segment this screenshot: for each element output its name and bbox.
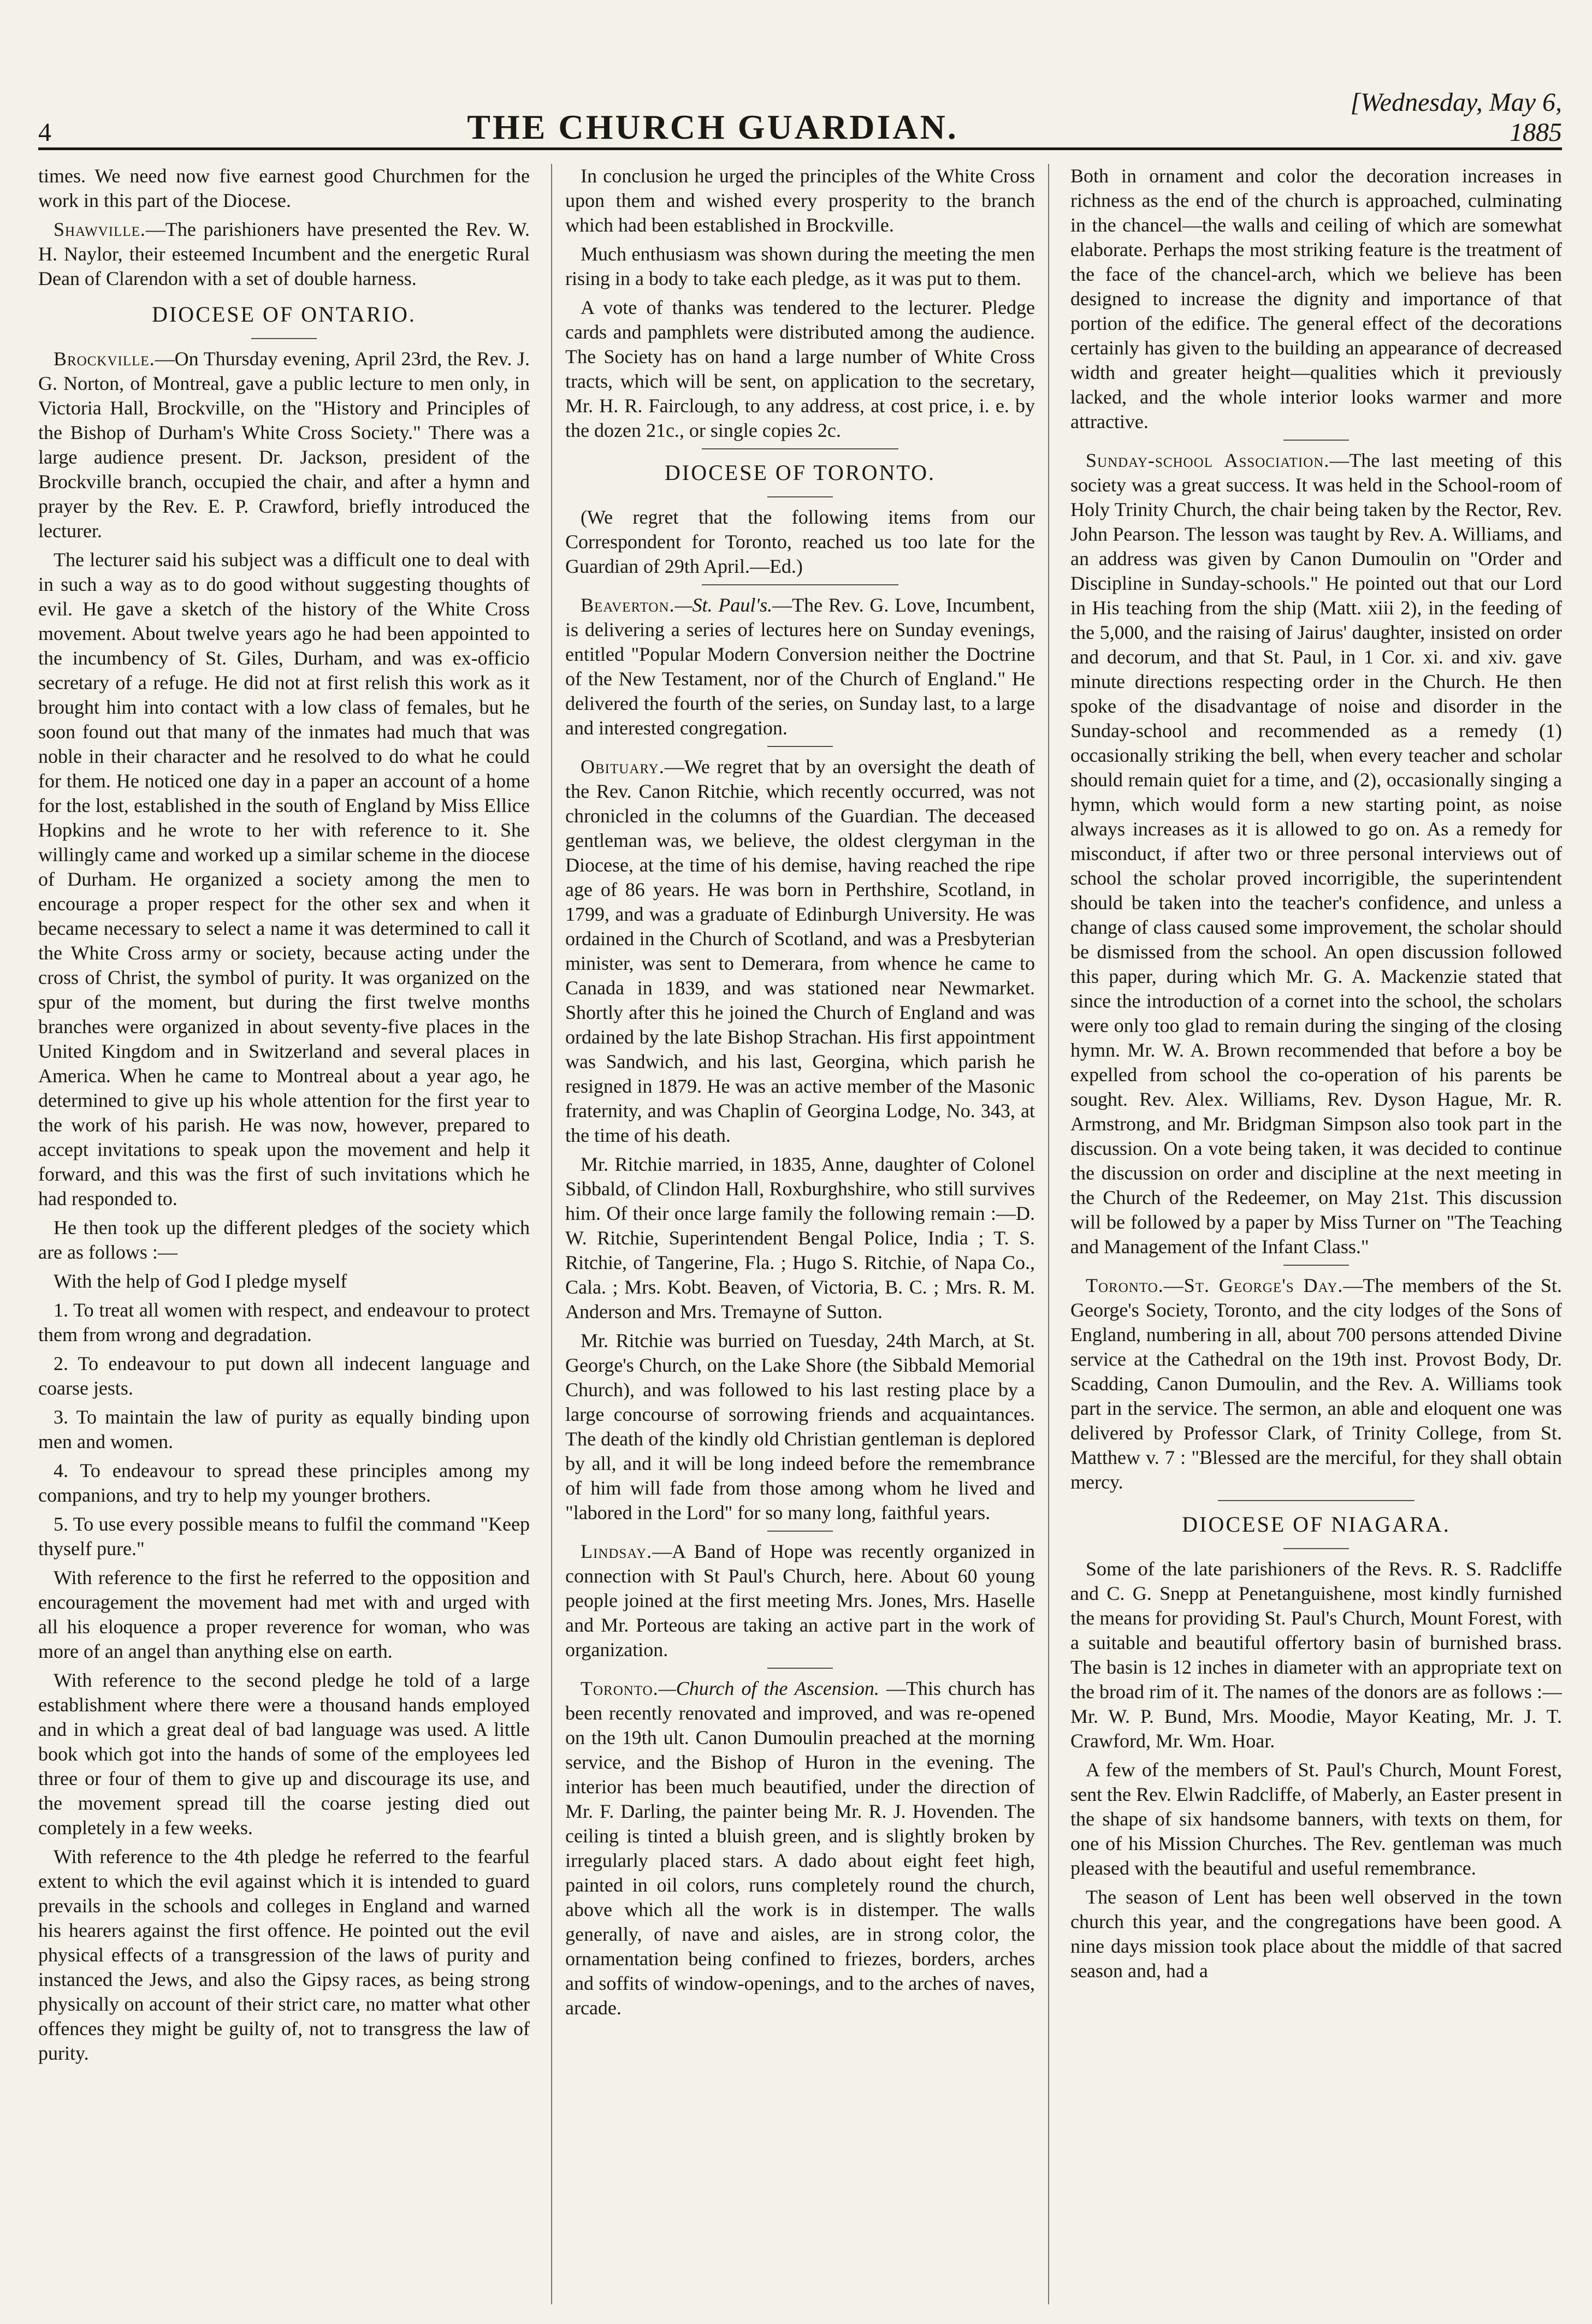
article-paragraph: [38, 1845, 530, 2066]
section-heading: DIOCESE OF ONTARIO.: [152, 302, 416, 327]
masthead: [38, 88, 1562, 150]
article-paragraph: [1070, 1885, 1562, 1983]
paragraph-text: He then took up the different pledges of the society which are as follows :—: [38, 1217, 530, 1263]
article-paragraph: [565, 295, 1035, 443]
paragraph-text: A few of the members of St. Paul's Church, Mount Forest, sent the Rev. Elwin Radcliffe, of Maberly, an Easter present in the shape of six handsome banners, with texts on them, for one of his Mission Churches. The Rev. gentleman was much pleased with the beautiful and useful remembrance.: [1070, 1759, 1562, 1879]
paragraph-lead: Sunday-school Association.: [1086, 449, 1330, 471]
paragraph-lead: Obituary.: [581, 756, 665, 778]
article-paragraph: [38, 1351, 530, 1401]
column-right: [1070, 164, 1562, 2304]
article-paragraph: [565, 164, 1035, 238]
paragraph-text: —A Band of Hope was recently organized in connection with St Paul's Church, here. About 60 young people joined at the first meeting Mrs. Jones, Mrs. Haselle and Mr. Porteous are taking an active part in the work of organization.: [565, 1540, 1035, 1661]
section-divider: [702, 448, 898, 449]
section-divider: [1283, 1265, 1349, 1266]
paragraph-lead: Shawville.: [54, 218, 146, 240]
article-paragraph: [1070, 448, 1562, 1259]
paragraph-text: times. We need now five earnest good Churchmen for the work in this part of the Diocese.: [38, 165, 530, 211]
article-paragraph: [38, 164, 530, 213]
paragraph-text: —The Rev. G. Love, Incumbent, is delivering a series of lectures here on Sunday evenings, entitled "Popular Modern Conversion neither the Doctrine of the New Testament, nor of the Church of England." He delivered the fourth of the series, on Sunday last, to a large and interested congregation.: [565, 594, 1035, 739]
paragraph-text: Some of the late parishioners of the Revs. R. S. Radcliffe and C. G. Snepp at Penetanguishene, most kindly furnished the means for providing St. Paul's Church, Mount Forest, with a suitable and beautiful offertory basin of burnished brass. The basin is 12 inches in diameter with an appropriate text on the broad rim of it. The names of the donors are as follows :—Mr. W. P. Bund, Mrs. Moodie, Mayor Keating, Mr. J. T. Crawford, Mr. Wm. Hoar.: [1070, 1558, 1562, 1752]
article-paragraph: [38, 217, 530, 291]
section-divider: [767, 1668, 833, 1669]
article-paragraph: [565, 755, 1035, 1148]
paragraph-text: In conclusion he urged the principles of the White Cross upon them and wished every prosperity to the branch which had been established in Brockville.: [565, 165, 1035, 236]
article-paragraph: [38, 1216, 530, 1265]
article-paragraph: [38, 1512, 530, 1561]
paragraph-text: (We regret that the following items from our Correspondent for Toronto, reached us too late for the Guardian of 29th April.—Ed.): [565, 506, 1035, 577]
paragraph-text: —We regret that by an oversight the death of the Rev. Canon Ritchie, which recently occurred, was not chronicled in the columns of the Guardian. The deceased gentleman was, we believe, the oldest clergyman in the Diocese, at the time of his demise, having reached the ripe age of 86 years. He was born in Perthshire, Scotland, in 1799, and was a graduate of Edinburgh University. He was ordained in the Church of Scotland, and was a Presbyterian minister, was sent to Demerara, from whence he came to Canada in 1839, and was stationed near Newmarket. Shortly after this he joined the Church of England and was ordained by the late Bishop Strachan. His first appointment was Sandwich, and his last, Georgina, which parish he resigned in 1879. He was an active member of the Masonic fraternity, and was Chaplin of Georgina Lodge, No. 343, at the time of his death.: [565, 756, 1035, 1146]
section-divider: [1283, 440, 1349, 441]
article-paragraph: [565, 593, 1035, 740]
section-divider: [767, 496, 833, 497]
newspaper-page: [38, 88, 1562, 2310]
paragraph-subject: —St. Paul's.: [674, 594, 773, 616]
paragraph-text: With the help of God I pledge myself: [54, 1270, 347, 1292]
article-columns: [38, 164, 1562, 2304]
section-heading: DIOCESE OF TORONTO.: [665, 460, 936, 485]
paragraph-text: —This church has been recently renovated and improved, and was re-opened on the 19th ult. Canon Dumoulin preached at the morning service, and the Bishop of Huron in the evening. The interior has been much beautified, under the direction of Mr. F. Darling, the painter being Mr. R. J. Hovenden. The ceiling is tinted a bluish green, and is slightly broken by irregularly placed stars. A dado about eight feet high, painted in oil colors, runs completely round the church, above which all the work is in distemper. The walls generally, of nave and aisles, are in strong color, the ornamentation being confined to friezes, borders, arches and soffits of window-openings, and to the arches of naves, arcade.: [565, 1677, 1035, 2019]
article-paragraph: [565, 1152, 1035, 1324]
paragraph-lead: Brockville.: [54, 348, 155, 370]
article-paragraph: [38, 1405, 530, 1454]
paragraph-text: —The last meeting of this society was a great success. It was held in the School-room of Holy Trinity Church, the chair being taken by the Rector, Rev. John Pearson. The lesson was taught by Rev. A. Williams, and an address was given by Canon Dumoulin on "Order and Discipline in Sunday-schools." He pointed out that our Lord in His teaching from the ship (Matt. xiii 2), in the feeding of the 5,000, and the raising of Jairus' daughter, insisted on order and decorum, and that St. Paul, in 1 Cor. xi. and xiv. gave minute directions respecting order in the Church. He then spoke of the disadvantage of noise and disorder in the Sunday-school and recommended as a remedy (1) occasionally striking the bell, when every teacher and scholar should remain quiet for a time, and (2), occasionally singing a hymn, which would form a new starting point, as noise always increases as it is allowed to go on. As a remedy for misconduct, if after two or three personal interviews out of school the scholar proved incorrigible, the superintendent should be taken into the teacher's confidence, and unless a change of class caused some improvement, the scholar should be dismissed from the school. An open discussion followed this paper, during which Mr. G. A. Mackenzie stated that since the introduction of a cornet into the school, the scholars were only too glad to remain during the singing of the closing hymn. Mr. W. A. Brown recommended that before a boy be expelled from school the co-operation of his parents be sought. Rev. Alex. Williams, Rev. Dyson Hague, Mr. R. Armstrong, and Mr. Bridgman Simpson also took part in the discussion. On a vote being taken, it was decided to continue the discussion on order and discipline at the next meeting in the Church of the Redeemer, on May 21st. This discussion will be followed by a paper by Miss Turner on "The Teaching and Management of the Infant Class.": [1070, 449, 1562, 1258]
section-divider: [767, 746, 833, 747]
paragraph-text: With reference to the first he referred to the opposition and encouragement the movement had met with and urged with all his eloquence a proper reverence for woman, who was more of an angel than anything else on earth.: [38, 1567, 530, 1662]
article-paragraph: [38, 1298, 530, 1347]
paragraph-text: The season of Lent has been well observed in the town church this year, and the congregations have been good. A nine days mission took place about the middle of that sacred season and, had a: [1070, 1886, 1562, 1982]
article-paragraph: [565, 505, 1035, 579]
column-middle: [551, 164, 1049, 2304]
paragraph-text: With reference to the second pledge he told of a large establishment where there were a thousand hands employed and in which a great deal of bad language was used. A little book which got into the hands of some of the employees led three or four of them to give up and discourage its use, and the movement spread till the coarse jesting died out completely in a few weeks.: [38, 1669, 530, 1839]
section-heading: DIOCESE OF NIAGARA.: [1182, 1512, 1451, 1537]
paragraph-text: The lecturer said his subject was a difficult one to deal with in such a way as to do good without suggesting thoughts of evil. He gave a sketch of the history of the White Cross movement. About twelve years ago he had been appointed to the incumbency of St. Giles, Durham, and was ex-officio secretary of a refuge. He did not at first relish this work as it brought him into contact with a low class of females, but he soon found out that many of the inmates had much that was noble in their character and he resolved to do what he could for them. He noticed one day in a paper an account of a home for the lost, established in the south of England by Miss Ellice Hopkins and he wrote to her with reference to it. She willingly came and worked up a similar scheme in the diocese of Durham. He organized a society among the men to encourage a proper respect for the other sex and when it became necessary to select a name it was determined to call it the White Cross army or society, because acting under the cross of Christ, the symbol of purity. It was organized on the spur of the moment, but during the first twelve months branches were organized in about seventy-five places in the United Kingdom and in Switzerland and several places in America. When he came to Montreal about a year ago, he determined to give up his whole attention for the first year to the work of his parish. He was now, however, prepared to accept invitations to speak upon the movement and help it forward, and this was the first of such invitations which he had responded to.: [38, 549, 530, 1210]
paragraph-text: 5. To use every possible means to fulfil the command "Keep thyself pure.": [38, 1513, 530, 1560]
paragraph-text: 3. To maintain the law of purity as equally binding upon men and women.: [38, 1406, 530, 1452]
paragraph-text: Both in ornament and color the decoration increases in richness as the end of the church is approached, culminating in the chancel—the walls and ceiling of which are somewhat elaborate. Perhaps the most striking feature is the treatment of the face of the chancel-arch, which we believe has been designed to increase the dignity and importance of that portion of the edifice. The general effect of the decorations certainly has given to the building an appearance of decreased width and greater height—qualities which it previously lacked, and the whole interior looks warmer and more attractive.: [1070, 165, 1562, 432]
paragraph-text: —The parishioners have presented the Rev. W. H. Naylor, their esteemed Incumbent and the energetic Rural Dean of Clarendon with a set of double harness.: [38, 218, 530, 289]
issue-date: [Wednesday, May 6, 1885: [1350, 88, 1562, 147]
paragraph-text: A vote of thanks was tendered to the lecturer. Pledge cards and pamphlets were distributed among the audience. The Society has on hand a large number of White Cross tracts, which will be sent, on application to the secretary, Mr. H. R. Fairclough, to any address, at cost price, i. e. by the dozen 21c., or single copies 2c.: [565, 297, 1035, 441]
article-paragraph: [1070, 1758, 1562, 1881]
section-divider: [702, 584, 898, 585]
paragraph-text: —The members of the St. George's Society, Toronto, and the city lodges of the Sons of England, numbering in all, about 700 persons attended Divine service at the Cathedral on the 19th inst. Provost Body, Dr. Scadding, Canon Dumoulin, and the Rev. A. Williams took part in the service. The sermon, an able and eloquent one was delivered by Professor Clark, of Trinity College, from St. Matthew v. 7 : "Blessed are the merciful, for they shall obtain mercy.: [1070, 1274, 1562, 1493]
article-paragraph: [1070, 164, 1562, 434]
paragraph-text: 2. To endeavour to put down all indecent language and coarse jests.: [38, 1353, 530, 1399]
article-paragraph: [38, 1566, 530, 1664]
article-paragraph: [565, 1539, 1035, 1662]
article-paragraph: [1070, 1557, 1562, 1753]
paragraph-text: Mr. Ritchie married, in 1835, Anne, daughter of Colonel Sibbald, of Clindon Hall, Roxburghshire, who still survives him. Of their once large family the following remain :—D. W. Ritchie, Superintendent Bengal Police, India ; T. S. Ritchie, of Tangerine, Fla. ; Hugo S. Ritchie, of Napa Co., Cala. ; Mrs. Kobt. Beaven, of Victoria, B. C. ; Mrs. R. M. Anderson and Mrs. Tremayne of Sutton.: [565, 1153, 1035, 1323]
paragraph-text: Much enthusiasm was shown during the meeting the men rising in a body to take each pledge, as it was put to them.: [565, 243, 1035, 289]
paragraph-lead: Beaverton.: [581, 594, 675, 616]
paragraph-subject: —Church of the Ascension.: [658, 1677, 879, 1699]
section-divider: [1283, 1548, 1349, 1549]
article-paragraph: [565, 1329, 1035, 1525]
section-divider: [1218, 1500, 1415, 1501]
article-paragraph: [38, 347, 530, 543]
article-paragraph: [38, 1668, 530, 1840]
article-paragraph: [565, 1676, 1035, 2020]
paragraph-text: With reference to the 4th pledge he referred to the fearful extent to which the evil against which it is intended to guard prevails in the schools and colleges in England and warned his hearers against the first offence. He pointed out the evil physical effects of a transgression of the laws of purity and instanced the Jews, and also the Gipsy races, as being strong physically on account of their strict care, no matter what other offences they might be guilty of, not to transgress the law of purity.: [38, 1846, 530, 2064]
paragraph-text: 1. To treat all women with respect, and endeavour to protect them from wrong and degradation.: [38, 1299, 530, 1345]
paragraph-lead: Toronto.: [581, 1677, 659, 1699]
paragraph-lead: Toronto.: [1086, 1274, 1164, 1296]
paragraph-text: —On Thursday evening, April 23rd, the Rev. J. G. Norton, of Montreal, gave a public lecture to men only, in Victoria Hall, Brockville, on the "History and Principles of the Bishop of Durham's White Cross Society." There was a large audience present. Dr. Jackson, president of the Brockville branch, occupied the chair, and after a hymn and prayer by the Rev. E. P. Crawford, briefly introduced the lecturer.: [38, 348, 530, 542]
paragraph-text: Mr. Ritchie was burried on Tuesday, 24th March, at St. George's Church, on the Lake Shore (the Sibbald Memorial Church), and was followed to his last resting place by a large concourse of sorrowing friends and acquaintances. The death of the kindly old Christian gentleman is deplored by all, and it will be long indeed before the remembrance of him will fade from those among whom he lived and "labored in the Lord" for so many long, faithful years.: [565, 1330, 1035, 1523]
article-paragraph: [565, 242, 1035, 291]
section-divider: [251, 338, 317, 339]
article-paragraph: [38, 1269, 530, 1294]
paragraph-lead: Lindsay.: [581, 1540, 653, 1562]
newspaper-title: THE CHURCH GUARDIAN.: [467, 108, 958, 146]
article-paragraph: [1070, 1273, 1562, 1495]
paragraph-subject: —St. George's Day.: [1163, 1274, 1344, 1296]
column-left: [38, 164, 530, 2304]
section-divider: [767, 1531, 833, 1532]
page-number: 4: [38, 118, 51, 147]
article-paragraph: [38, 548, 530, 1211]
article-paragraph: [38, 1459, 530, 1508]
paragraph-text: 4. To endeavour to spread these principles among my companions, and try to help my younger brothers.: [38, 1460, 530, 1506]
